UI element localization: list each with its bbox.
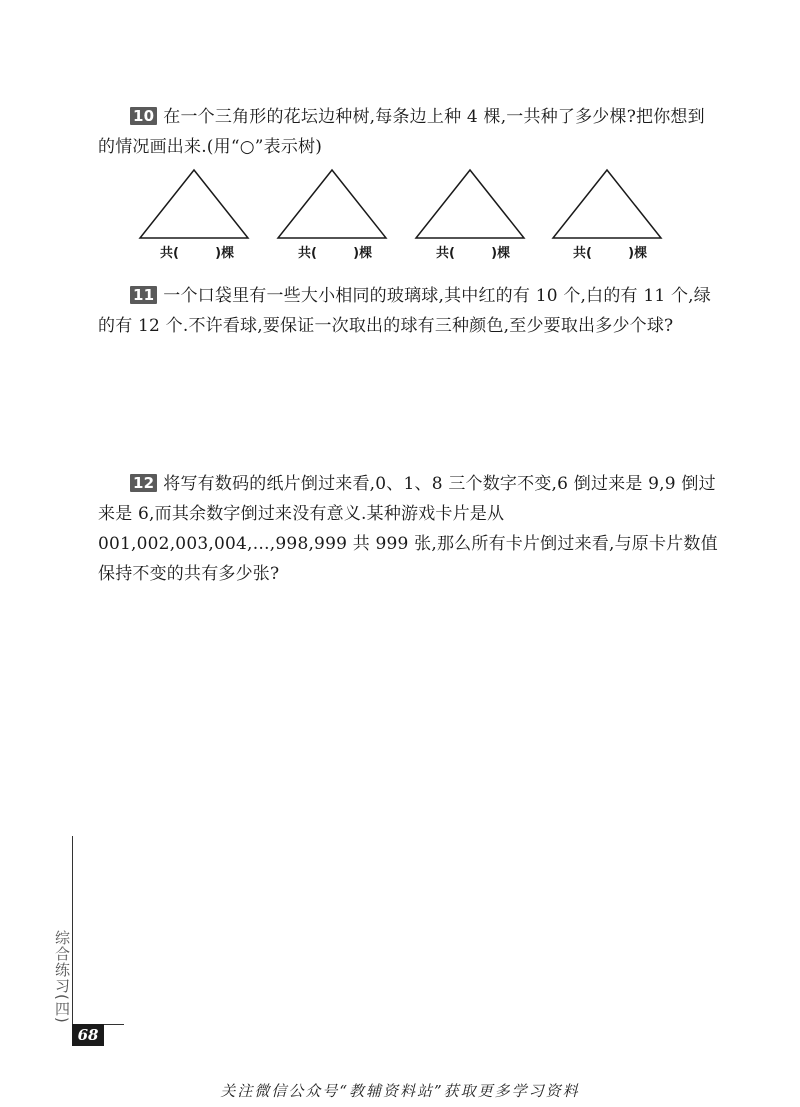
section-label: 综合练习(四): [53, 930, 71, 1024]
problem-11: [98, 281, 718, 341]
triangle-diagrams: [130, 168, 670, 268]
triangle-diagram: [138, 168, 250, 264]
problem-12: [98, 469, 718, 589]
problem-text: 一个口袋里有一些大小相同的玻璃球,其中红的有 10 个,白的有 11 个,绿的有 12 个.不许看球,要保证一次取出的球有三种颜色,至少要取出多少个球?: [98, 286, 711, 336]
triangle-diagram: [551, 168, 663, 264]
problem-text: 在一个三角形的花坛边种树,每条边上种 4 棵,一共种了多少棵?把你想到的情况画出来.(用“○”表示树): [98, 107, 705, 157]
margin-rule-vertical: [72, 836, 73, 1026]
problem-10: [98, 102, 718, 162]
tree-count-blank: 共( )棵: [298, 246, 373, 261]
problem-number-badge: 12: [130, 474, 157, 492]
triangle-shape: [414, 168, 526, 240]
tree-count-blank: 共( )棵: [573, 246, 648, 261]
problem-number-badge: 10: [130, 107, 157, 125]
triangle-shape: [551, 168, 663, 240]
tree-count-blank: 共( )棵: [436, 246, 511, 261]
triangle-shape: [138, 168, 250, 240]
problem-text: 将写有数码的纸片倒过来看,0、1、8 三个数字不变,6 倒过来是 9,9 倒过来是 6,而其余数字倒过来没有意义.某种游戏卡片是从 001,002,003,004,…,998,999 共 999 张,那么所有卡片倒过来看,与原卡片数值保持不变的共有多少张?: [98, 474, 718, 584]
footer-watermark: 关注微信公众号“教辅资料站”获取更多学习资料: [220, 1082, 580, 1100]
triangle-shape: [276, 168, 388, 240]
tree-count-blank: 共( )棵: [160, 246, 235, 261]
triangle-diagram: [414, 168, 526, 264]
triangle-diagram: [276, 168, 388, 264]
page-number: 68: [72, 1024, 104, 1046]
problem-number-badge: 11: [130, 286, 157, 304]
